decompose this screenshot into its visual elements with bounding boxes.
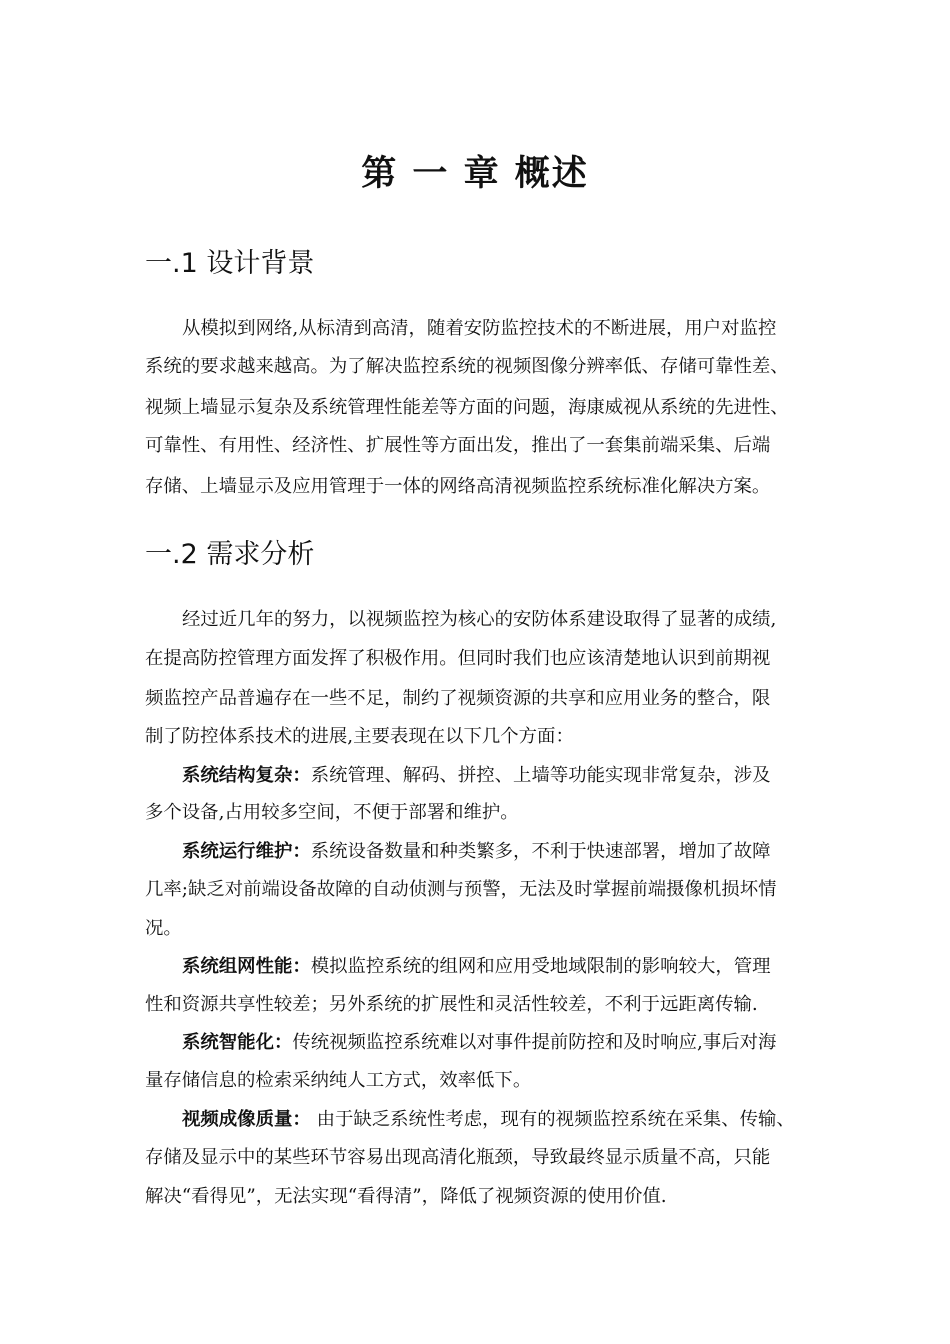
paragraph-line: 经过近几年的努力，以视频监控为核心的安防体系建设取得了显著的成绩, [182, 609, 777, 630]
list-item [182, 762, 862, 790]
paragraph-line: 在提高防控管理方面发挥了积极作用。但同时我们也应该清楚地认识到前期视 [145, 648, 771, 669]
paragraph-line: 多个设备,占用较多空间，不便于部署和维护。 [145, 802, 519, 823]
item-lead-maintenance: 系统运行维护： [182, 841, 311, 862]
item-text: 系统管理、解码、拼控、上墙等功能实现非常复杂，涉及 [310, 765, 771, 786]
item-text: 系统设备数量和种类繁多，不利于快速部署，增加了故障 [310, 841, 771, 862]
paragraph-line: 几率;缺乏对前端设备故障的自动侦测与预警，无法及时掌握前端摄像机损坏情 [145, 879, 777, 900]
paragraph-line: 解决“看得见”，无法实现“看得清”，降低了视频资源的使用价值. [145, 1186, 667, 1207]
chapter-title: 第 一 章 概述 [361, 154, 589, 194]
paragraph-line: 系统的要求越来越高。为了解决监控系统的视频图像分辨率低、存储可靠性差、 [145, 356, 789, 377]
paragraph-line: 性和资源共享性较差；另外系统的扩展性和灵活性较差，不利于远距离传输. [145, 994, 758, 1015]
item-lead-intelligence: 系统智能化： [182, 1032, 293, 1053]
item-lead-structure: 系统结构复杂： [182, 765, 311, 786]
list-item [182, 838, 862, 866]
paragraph-line: 量存储信息的检索采纳纯人工方式，效率低下。 [145, 1070, 532, 1091]
item-lead-image-quality: 视频成像质量： [182, 1109, 311, 1130]
section-title-background: 一.1 设计背景 [145, 248, 315, 279]
paragraph-line: 存储、上墙显示及应用管理于一体的网络高清视频监控系统标准化解决方案。 [145, 476, 771, 497]
item-text: 由于缺乏系统性考虑，现有的视频监控系统在采集、传输、 [310, 1109, 795, 1130]
section-title-requirements: 一.2 需求分析 [145, 539, 315, 570]
paragraph-line: 可靠性、有用性、经济性、扩展性等方面出发，推出了一套集前端采集、后端 [145, 435, 771, 456]
paragraph-line: 制了防控体系技术的进展,主要表现在以下几个方面： [145, 726, 574, 747]
list-item [182, 1106, 862, 1134]
list-item [182, 953, 862, 981]
paragraph-line: 况。 [145, 918, 182, 939]
paragraph-line: 频监控产品普遍存在一些不足，制约了视频资源的共享和应用业务的整合，限 [145, 688, 771, 709]
item-text: 传统视频监控系统难以对事件提前防控和及时响应,事后对海 [292, 1032, 777, 1053]
item-text: 模拟监控系统的组网和应用受地域限制的影响较大，管理 [310, 956, 771, 977]
paragraph-line: 存储及显示中的某些环节容易出现高清化瓶颈，导致最终显示质量不高，只能 [145, 1147, 771, 1168]
list-item [182, 1029, 862, 1057]
paragraph-line: 从模拟到网络,从标清到高清，随着安防监控技术的不断进展，用户对监控 [182, 318, 777, 339]
item-lead-network: 系统组网性能： [182, 956, 311, 977]
paragraph-line: 视频上墙显示复杂及系统管理性能差等方面的问题，海康威视从系统的先进性、 [145, 397, 789, 418]
